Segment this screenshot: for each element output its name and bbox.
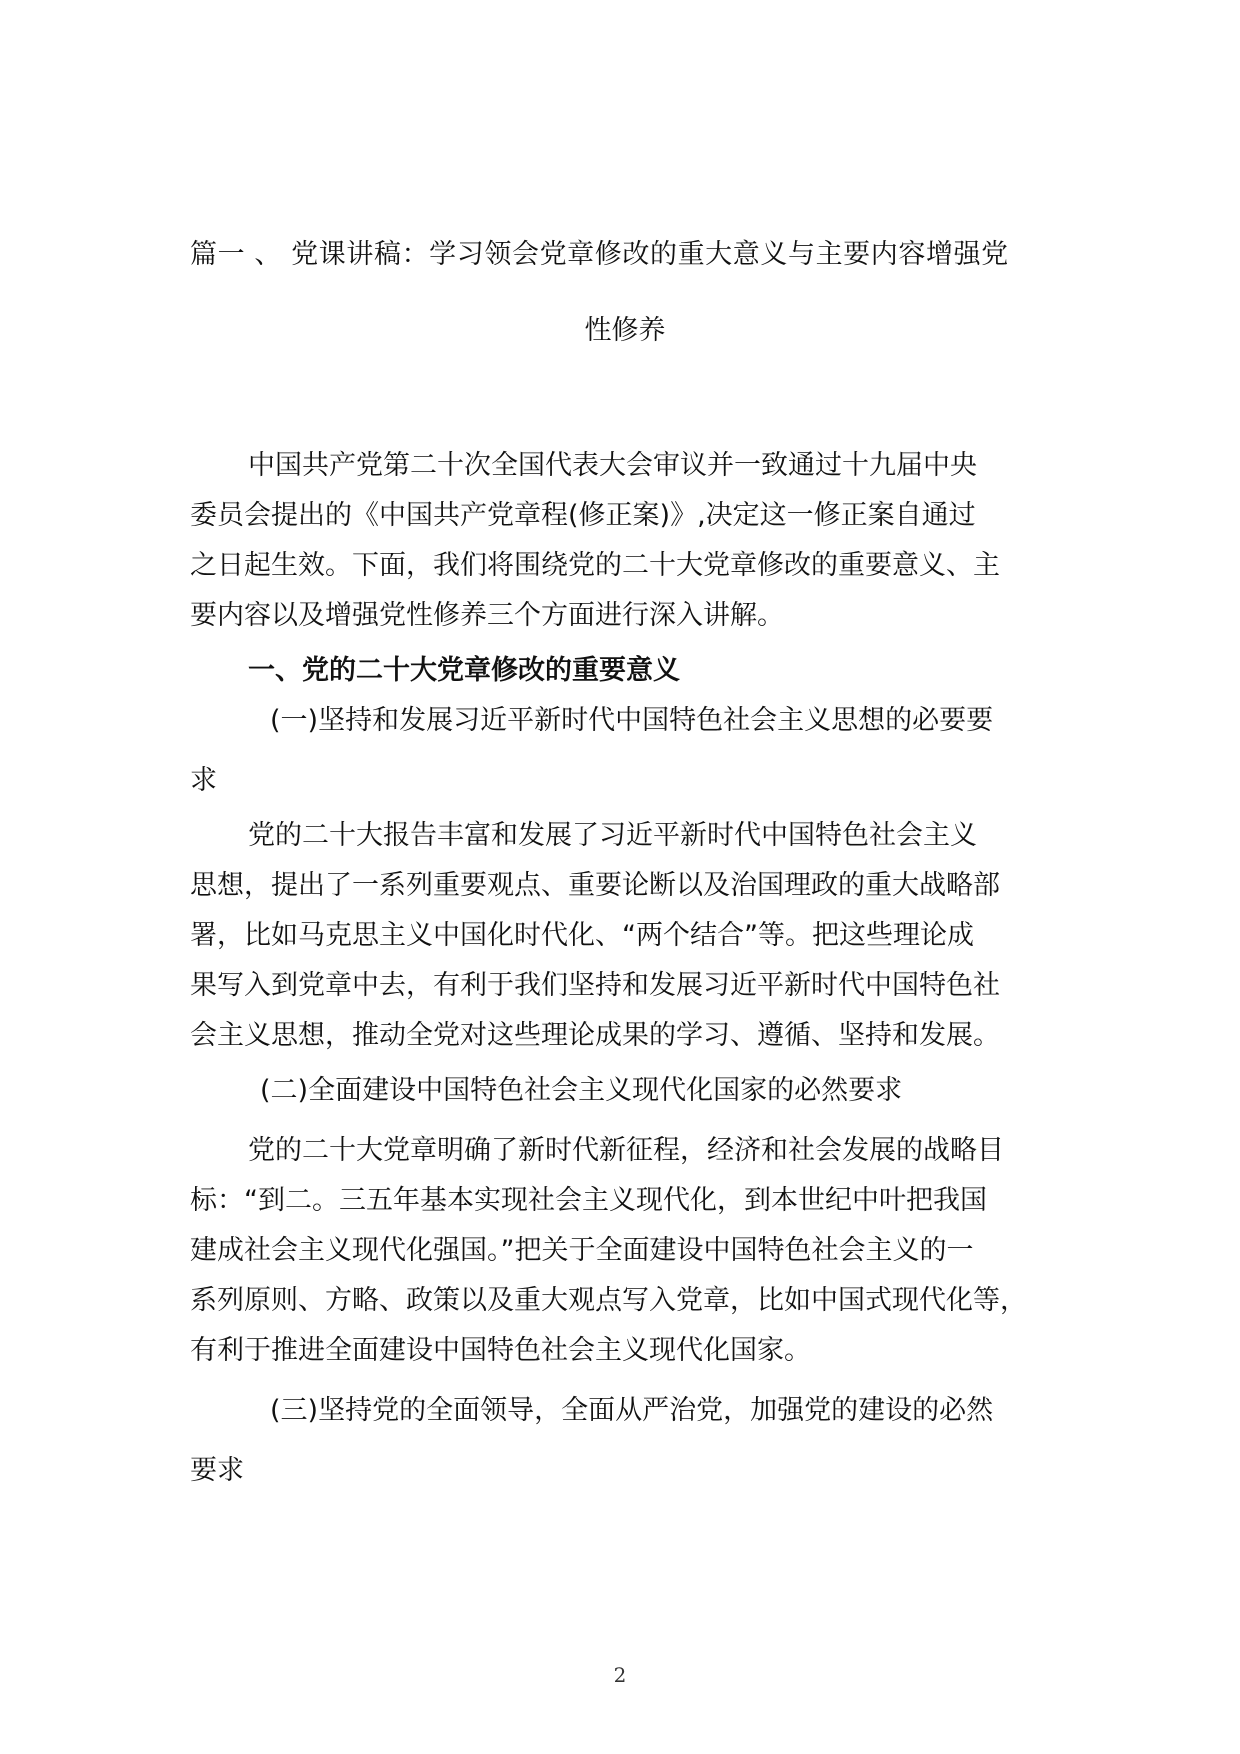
body-text-line: 之日起生效。下面，我们将围绕党的二十大党章修改的重要意义、主	[190, 550, 1000, 581]
body-text-line: 署，比如马克思主义中国化时代化、“两个结合”等。把这些理论成	[190, 920, 974, 951]
subsection-heading: (二)全面建设中国特色社会主义现代化国家的必然要求	[260, 1075, 903, 1106]
subsection-heading-continued: 要求	[190, 1455, 244, 1486]
body-text-line: 会主义思想，推动全党对这些理论成果的学习、遵循、坚持和发展。	[190, 1020, 1000, 1051]
section-heading: 一、党的二十大党章修改的重要意义	[248, 655, 680, 686]
body-text-line: 标：“到二。三五年基本实现社会主义现代化，到本世纪中叶把我国	[190, 1185, 987, 1216]
document-title-line-1: 篇一 、 党课讲稿：学习领会党章修改的重大意义与主要内容增强党	[190, 239, 1009, 270]
body-text-line: 思想，提出了一系列重要观点、重要论断以及治国理政的重大战略部	[190, 870, 1000, 901]
body-text-line: 建成社会主义现代化强国。”把关于全面建设中国特色社会主义的一	[190, 1235, 974, 1266]
body-text-line: 委员会提出的《中国共产党章程(修正案)》,决定这一修正案自通过	[190, 500, 976, 531]
body-text-line: 党的二十大报告丰富和发展了习近平新时代中国特色社会主义	[248, 820, 977, 851]
page-number: 2	[613, 1663, 627, 1687]
body-text-line: 党的二十大党章明确了新时代新征程，经济和社会发展的战略目	[248, 1135, 1004, 1166]
body-text-line: 要内容以及增强党性修养三个方面进行深入讲解。	[190, 600, 784, 631]
body-text-line: 系列原则、方略、政策以及重大观点写入党章，比如中国式现代化等，	[190, 1285, 1027, 1316]
document-title-line-2: 性修养	[584, 315, 666, 346]
body-text-line: 果写入到党章中去，有利于我们坚持和发展习近平新时代中国特色社	[190, 970, 1000, 1001]
subsection-heading-continued: 求	[190, 765, 217, 796]
subsection-heading: (三)坚持党的全面领导，全面从严治党，加强党的建设的必然	[270, 1395, 994, 1426]
body-text-line: 有利于推进全面建设中国特色社会主义现代化国家。	[190, 1335, 811, 1366]
subsection-heading: (一)坚持和发展习近平新时代中国特色社会主义思想的必要要	[270, 705, 994, 736]
body-text-line: 中国共产党第二十次全国代表大会审议并一致通过十九届中央	[248, 450, 977, 481]
